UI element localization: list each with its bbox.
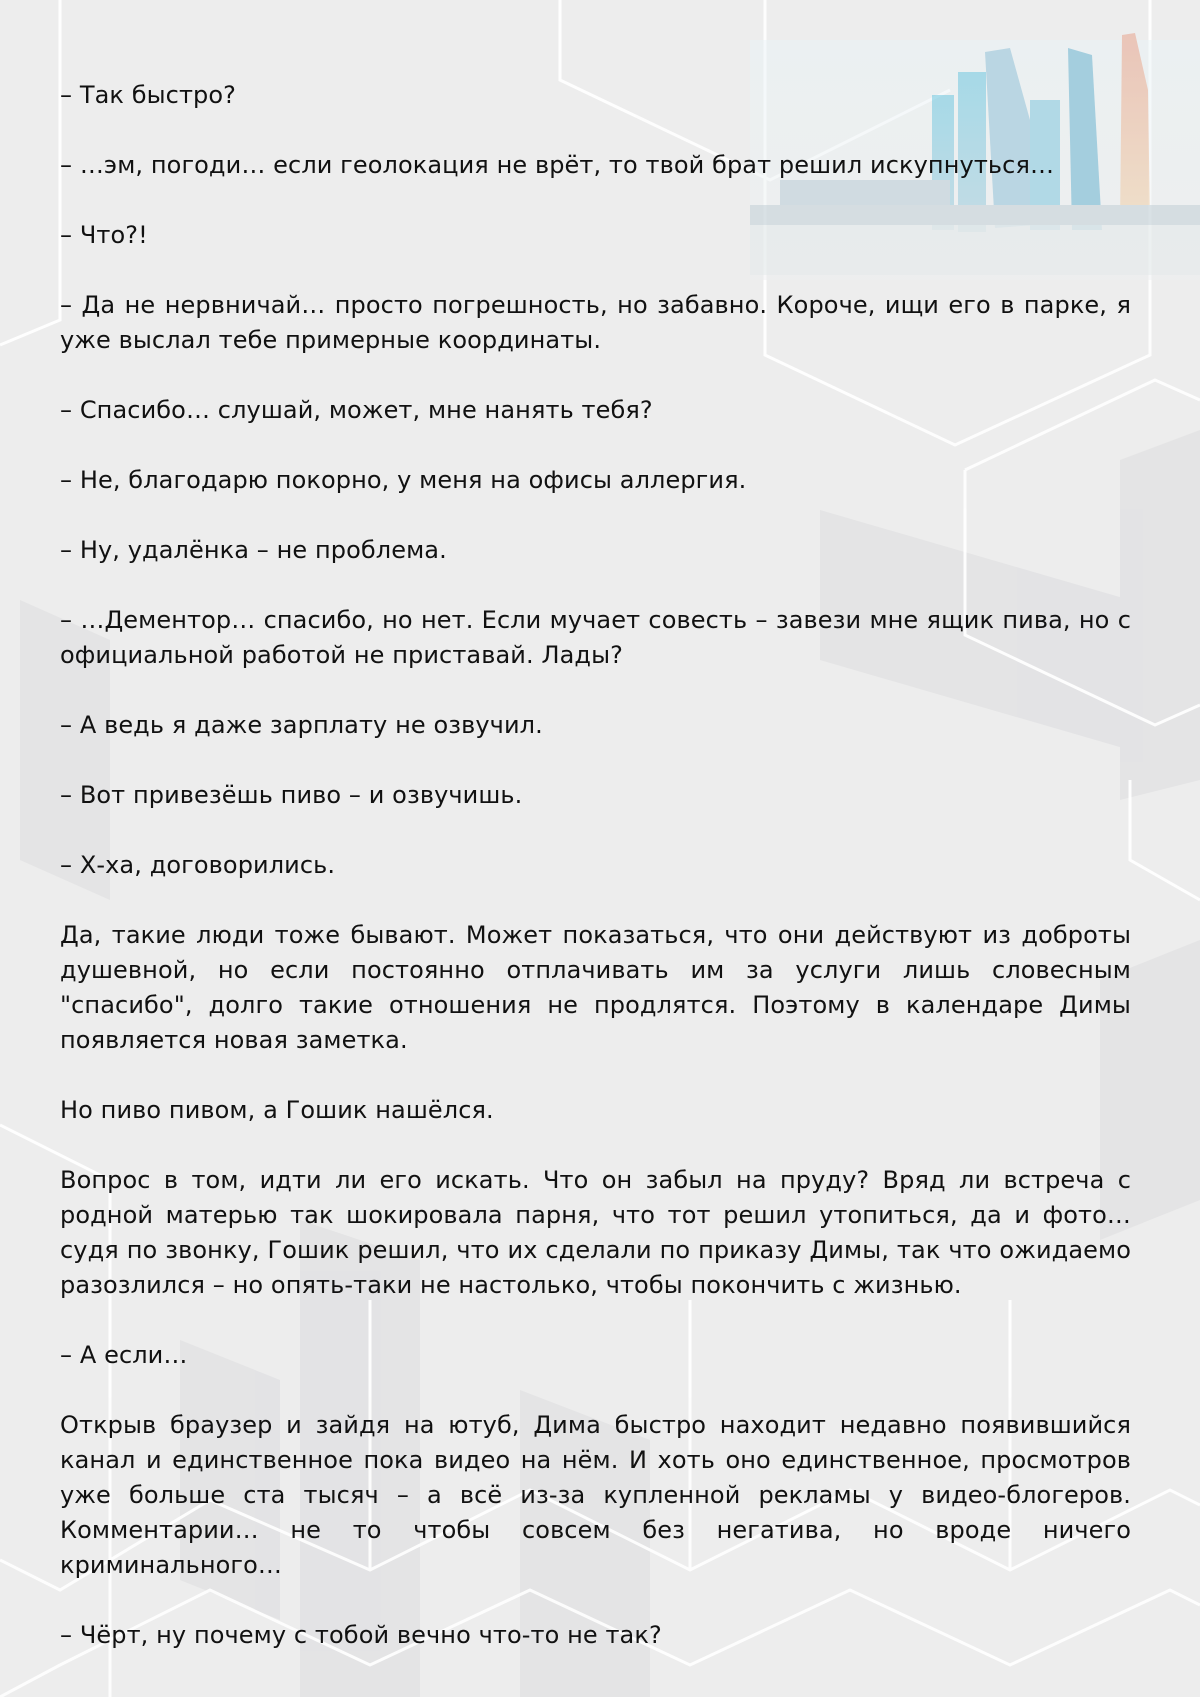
dialogue-line: – Вот привезёшь пиво – и озвучишь. — [60, 781, 523, 809]
dialogue-line: – Ну, удалёнка – не проблема. — [60, 536, 447, 564]
narrative-paragraph: Открыв браузер и зайдя на ютуб, Дима быстро находит недавно появившийся канал и единственное пока видео на нём. И хоть оно единственное, просмотров уже больше ста тысяч – а всё из-за купленной рекламы у видео-блогеров. Комментарии… не то чтобы совсем без негатива, но вроде ничего криминального… — [60, 1411, 1131, 1579]
dialogue-line: – Да не нервничай… просто погрешность, но забавно. Короче, ищи его в парке, я уже выслал тебе примерные координаты. — [60, 291, 1131, 354]
dialogue-line: – Не, благодарю покорно, у меня на офисы аллергия. — [60, 466, 747, 494]
dialogue-line: – Х-ха, договорились. — [60, 851, 336, 879]
dialogue-line: – Что?! — [60, 221, 148, 249]
dialogue-line: – Так быстро? — [60, 81, 237, 109]
dialogue-line: – Спасибо… слушай, может, мне нанять тебя? — [60, 396, 653, 424]
dialogue-line: – Чёрт, ну почему с тобой вечно что-то не так? — [60, 1621, 662, 1649]
dialogue-line: – А ведь я даже зарплату не озвучил. — [60, 711, 543, 739]
narrative-paragraph: Вопрос в том, идти ли его искать. Что он забыл на пруду? Вряд ли встреча с родной матерью так шокировала парня, что тот решил утопиться, да и фото… судя по звонку, Гошик решил, что их сделали по приказу Димы, так что ожидаемо разозлился – но опять-таки не настолько, чтобы покончить с жизнью. — [60, 1166, 1131, 1299]
dialogue-line: – А если… — [60, 1341, 188, 1369]
dialogue-line: – …Дементор… спасибо, но нет. Если мучает совесть – завези мне ящик пива, но с официальной работой не приставай. Лады? — [60, 606, 1131, 669]
narrative-paragraph: Но пиво пивом, а Гошик нашёлся. — [60, 1096, 494, 1124]
dialogue-line: – …эм, погоди… если геолокация не врёт, то твой брат решил искупнуться… — [60, 151, 1055, 179]
document-page — [60, 78, 1131, 1653]
narrative-paragraph: Да, такие люди тоже бывают. Может показаться, что они действуют из доброты душевной, но если постоянно отплачивать им за услуги лишь словесным "спасибо", долго такие отношения не продлятся. Поэтому в календаре Димы появляется новая заметка. — [60, 921, 1131, 1054]
